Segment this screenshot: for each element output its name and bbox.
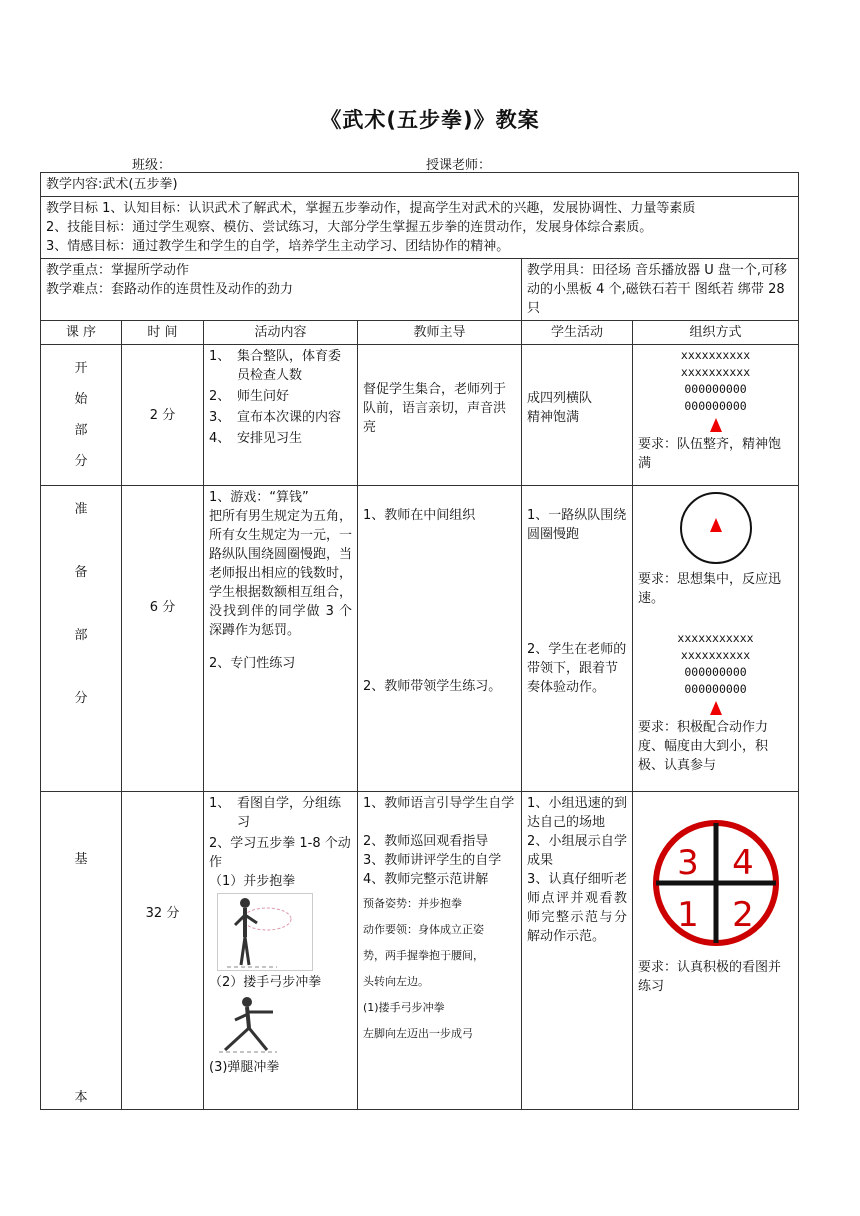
- teacher-position-icon: [710, 701, 722, 715]
- list-item: 1、 看图自学，分组练习: [209, 796, 342, 830]
- list-item: 1、 集合整队，体育委员检查人数: [209, 349, 342, 383]
- equipment: 教学用具：田径场 音乐播放器 U 盘一个,可移动的小黑板 4 个,磁铁石若干 图纸若 绑带 28 只: [522, 259, 799, 321]
- activity-prep: 1、游戏：“算钱” 把所有男生规定为五角，所有女生规定为一元，一路纵队围绕圆圈慢跑，当老师报出相应的钱数时，学生根据数额相互组合，没找到伴的同学做 3 个深蹲作为惩罚。 2、专门性练习: [204, 486, 358, 792]
- student-opening: 成四列横队 精神饱满: [522, 345, 633, 486]
- teaching-objectives: [41, 197, 799, 259]
- teacher-position-icon: [710, 418, 722, 432]
- quadrant-label: 2: [731, 895, 754, 935]
- group-quadrant-diagram: [651, 818, 781, 948]
- objectives-row: [41, 197, 799, 259]
- organization-prep: [633, 486, 799, 792]
- section-label-prep: 准 备 部 分: [41, 486, 122, 792]
- teacher-prep: 1、教师在中间组织 2、教师带领学生练习。: [358, 486, 522, 792]
- prep-section-row: [41, 486, 799, 792]
- formation-diagram: xxxxxxxxxxx xxxxxxxxxx 000000000 000000000: [677, 631, 754, 696]
- document-title: 《武术(五步拳)》教案: [320, 108, 540, 132]
- key-points-row: [41, 259, 799, 321]
- teacher-position-icon: [710, 518, 722, 532]
- activity-basic: 1、 看图自学，分组练习 2、学习五步拳 1-8 个动作 （1）并步抱拳 （2）搂手弓步冲拳 (3)弹腿冲拳: [204, 792, 358, 1110]
- time-prep: 6 分: [122, 486, 204, 792]
- organization-basic: [633, 792, 799, 1110]
- header-organization: 组织方式: [633, 321, 799, 345]
- teacher-label: 授课老师：: [426, 158, 492, 173]
- teacher-opening: 督促学生集合，老师列于队前，语言亲切，声音洪亮: [358, 345, 522, 486]
- teacher-basic: 1、教师语言引导学生自学 2、教师巡回观看指导 3、教师讲评学生的自学 4、教师完整示范讲解 预备姿势：并步抱拳 动作要领：身体成立正姿 势，两手握拳抱于腰间， 头转向左边。 (1)搂手弓步冲拳 左脚向左迈出一步成弓: [358, 792, 522, 1110]
- header-student: 学生活动: [522, 321, 633, 345]
- requirement-prep-2: 要求：积极配合动作力度、幅度由大到小，积极、认真参与: [638, 720, 769, 773]
- section-label-basic: 基 本: [41, 792, 122, 1110]
- requirement-opening: 要求：队伍整齐，精神饱满: [638, 437, 782, 471]
- lesson-plan-table: [40, 172, 799, 1110]
- quadrant-label: 3: [676, 843, 699, 883]
- header-time: 时 间: [122, 321, 204, 345]
- stance-figure-1: [217, 893, 313, 971]
- list-item: 4、 安排见习生: [209, 431, 303, 446]
- difficult-point: 教学难点：套路动作的连贯性及动作的劲力: [46, 282, 294, 297]
- student-prep: 1、一路纵队围绕圆圈慢跑 2、学生在老师的带领下，跟着节奏体验动作。: [522, 486, 633, 792]
- requirement-prep-1: 要求：思想集中，反应迅速。: [638, 572, 782, 606]
- class-label: 班级：: [132, 158, 172, 173]
- requirement-basic: 要求：认真积极的看图并练习: [638, 960, 782, 994]
- time-opening: 2 分: [122, 345, 204, 486]
- section-label-opening: 开 始 部 分: [41, 345, 122, 486]
- header-teacher: 教师主导: [358, 321, 522, 345]
- header-activity: 活动内容: [204, 321, 358, 345]
- list-item: 3、 宣布本次课的内容: [209, 410, 342, 425]
- teaching-content: 教学内容:武术(五步拳): [41, 173, 799, 197]
- content-row: [41, 173, 799, 197]
- header-section: 课 序: [41, 321, 122, 345]
- key-points-cell: [41, 259, 522, 321]
- stance-figure-2: [217, 994, 287, 1056]
- quadrant-label: 4: [731, 843, 754, 883]
- formation-diagram: xxxxxxxxxx xxxxxxxxxx 000000000 000000000: [680, 348, 751, 413]
- list-item: 2、 师生问好: [209, 389, 290, 404]
- organization-opening: [633, 345, 799, 486]
- objective-emotion: 3、情感目标：通过教学生和学生的自学，培养学生主动学习、团结协作的精神。: [46, 239, 510, 254]
- opening-section-row: [41, 345, 799, 486]
- student-basic: 1、小组迅速的到达自己的场地 2、小组展示自学成果 3、认真仔细听老师点评并观看教师完整示范与分解动作示范。: [522, 792, 633, 1110]
- activity-opening: [204, 345, 358, 486]
- objective-cognitive: 教学目标 1、认知目标：认识武术了解武术，掌握五步拳动作，提高学生对武术的兴趣，发展协调性、力量等素质: [46, 201, 696, 216]
- quadrant-label: 1: [676, 895, 699, 935]
- basic-section-row: [41, 792, 799, 1110]
- objective-skill: 2、技能目标：通过学生观察、模仿、尝试练习，大部分学生掌握五步拳的连贯动作，发展身体综合素质。: [46, 220, 653, 235]
- time-basic: 32 分: [122, 792, 204, 1110]
- circle-formation-diagram: [680, 492, 752, 564]
- header-row: [41, 321, 799, 345]
- key-point: 教学重点：掌握所学动作: [46, 263, 190, 278]
